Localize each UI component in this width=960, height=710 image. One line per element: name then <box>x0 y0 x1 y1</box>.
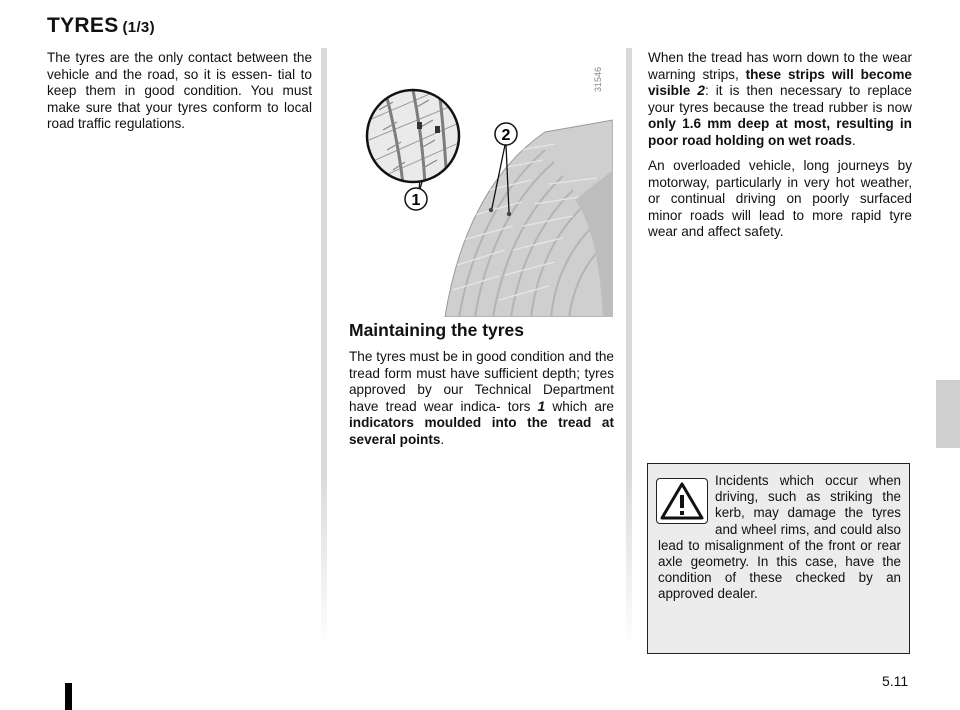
wear-indicator-mark-1 <box>489 208 493 212</box>
tread-magnifier <box>367 90 461 184</box>
page-title <box>47 14 155 38</box>
wear-text-b: : it is then necessary to replace your tyres because the tread rubber is now <box>648 83 912 115</box>
wear-end: . <box>851 132 856 148</box>
chapter-tab <box>936 380 960 448</box>
intro-paragraph: The tyres are the only contact between the vehicle and the road, so it is essen- tial to keep them in good condition. You must make sure that your tyres conform to local road traffic regulations. <box>47 50 312 131</box>
maintenance-end: . <box>440 431 445 447</box>
maintenance-bold: indicators moulded into the tread at several points <box>349 415 614 447</box>
page-title-text: TYRES <box>47 14 119 37</box>
intro-column <box>47 50 312 133</box>
warning-box <box>647 463 910 654</box>
column-divider-right <box>626 48 632 648</box>
maintenance-paragraph <box>349 349 614 448</box>
overload-paragraph: An overloaded vehicle, long journeys by motorway, particularly in very hot weather, or continual driving on poorly surfaced minor roads will lead to more rapid tyre wear and affect safety. <box>648 158 912 239</box>
wear-indicator-mark-2 <box>507 212 511 216</box>
callout-2-label: 2 <box>501 127 511 144</box>
callout-1-label: 1 <box>411 192 421 209</box>
page-number: 5.11 <box>882 673 909 689</box>
maintenance-text-a: The tyres must be in good condition and the tread form must have sufficient depth; tyres approved by our Technical Department have tread wear indica- tors <box>349 349 614 414</box>
wear-text-a: When the tread has worn down to the wear warning strips, <box>648 50 912 82</box>
strip-ref: 2 <box>697 83 705 98</box>
section-heading: Maintaining the tyres <box>349 320 525 340</box>
warning-text <box>658 473 901 603</box>
corner-mark <box>65 683 72 710</box>
maintenance-text-b: which are <box>545 398 614 414</box>
tyre-illustration <box>349 50 613 317</box>
figure-code: 31546 <box>593 66 603 92</box>
page-title-part: (1/3) <box>122 19 155 36</box>
tyre-drawing <box>349 50 613 317</box>
wear-paragraph <box>648 50 912 149</box>
wear-column <box>648 50 912 250</box>
tyre-body <box>445 120 613 317</box>
callout-2 <box>495 123 517 145</box>
column-divider-left <box>321 48 327 648</box>
callout-1 <box>405 188 427 210</box>
wear-bold-2: only 1.6 mm deep at most, resulting in poor road holding on wet roads <box>648 116 912 148</box>
wear-bold-1: these strips will become visible <box>648 66 912 98</box>
warning-text-content: Incidents which occur when driving, such as striking the kerb, may damage the tyres and wheel rims, and could also lead to misalignment of the front or rear axle geometry. In this case, have the condition of these checked by an approved dealer. <box>658 473 901 602</box>
indicator-ref: 1 <box>537 398 546 414</box>
